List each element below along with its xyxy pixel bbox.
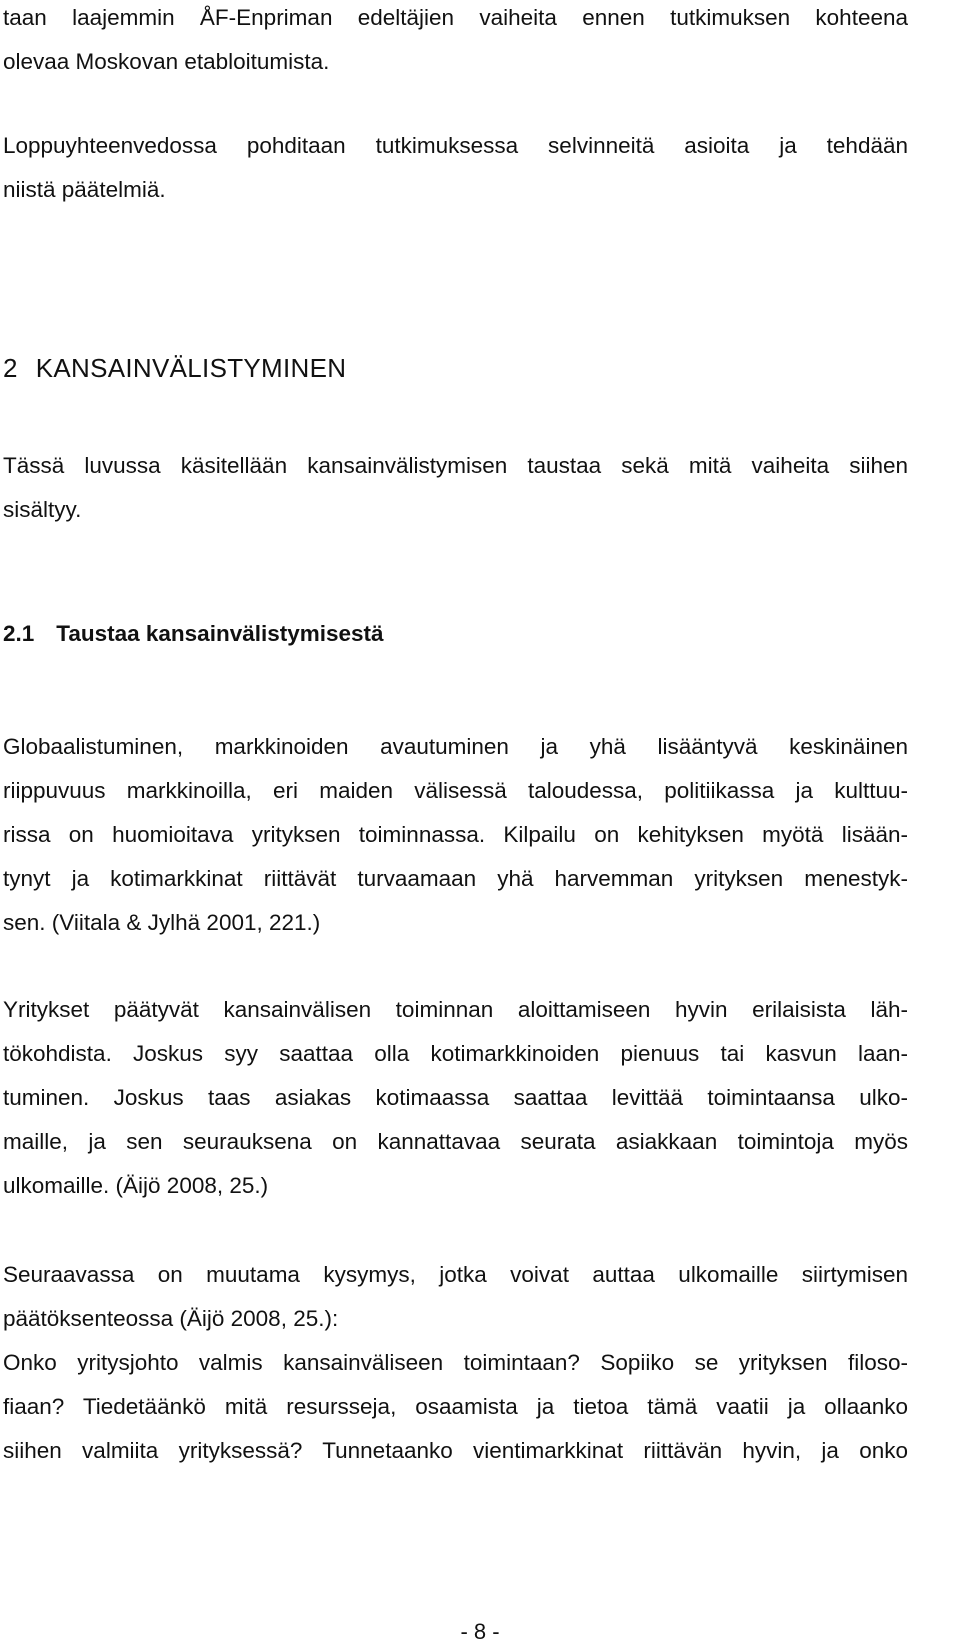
- text-line: Globaalistuminen, markkinoiden avautuminen ja yhä lisääntyvä keskinäinen: [3, 734, 908, 759]
- subsection-title: Taustaa kansainvälistymisestä: [56, 621, 384, 646]
- text-line: päätöksenteossa (Äijö 2008, 25.):: [3, 1306, 339, 1331]
- text-line: Yritykset päätyvät kansainvälisen toiminnan aloittamiseen hyvin erilaisista läh-: [3, 997, 908, 1022]
- intro-paragraph: [3, 0, 908, 84]
- text-line: tynyt ja kotimarkkinat riittävät turvaamaan yhä harvemman yrityksen menestyk-: [3, 866, 908, 891]
- subsection-number: 2.1: [3, 621, 35, 646]
- text-line: fiaan? Tiedetäänkö mitä resursseja, osaamista ja tietoa tämä vaatii ja ollaanko: [3, 1394, 908, 1419]
- paragraph-questions-intro: [3, 1253, 908, 1341]
- section-title: KANSAINVÄLISTYMINEN: [35, 353, 347, 383]
- page-number: - 8 -: [460, 1619, 500, 1644]
- paragraph-globalization: [3, 725, 908, 945]
- text-line: Onko yritysjohto valmis kansainväliseen toimintaan? Sopiiko se yrityksen filoso-: [3, 1350, 908, 1375]
- text-line: Loppuyhteenvedossa pohditaan tutkimuksessa selvinneitä asioita ja tehdään: [3, 133, 908, 158]
- paragraph-questions: [3, 1341, 908, 1473]
- text-line: olevaa Moskovan etabloitumista.: [3, 49, 330, 74]
- text-line: riippuvuus markkinoilla, eri maiden välisessä taloudessa, politiikassa ja kulttuu-: [3, 778, 908, 803]
- text-line: Tässä luvussa käsitellään kansainvälistymisen taustaa sekä mitä vaiheita siihen: [3, 453, 908, 478]
- text-line: sisältyy.: [3, 497, 82, 522]
- section-heading: [3, 346, 346, 390]
- text-line: taan laajemmin ÅF-Enpriman edeltäjien vaiheita ennen tutkimuksen kohteena: [3, 5, 908, 30]
- text-line: tuminen. Joskus taas asiakas kotimaassa saattaa levittää toimintaansa ulko-: [3, 1085, 908, 1110]
- section-intro-paragraph: [3, 444, 908, 532]
- text-line: maille, ja sen seurauksena on kannattavaa seurata asiakkaan toimintoja myös: [3, 1129, 908, 1154]
- text-line: Seuraavassa on muutama kysymys, jotka voivat auttaa ulkomaille siirtymisen: [3, 1262, 908, 1287]
- summary-paragraph: [3, 124, 908, 212]
- text-line: siihen valmiita yrityksessä? Tunnetaanko vientimarkkinat riittävän hyvin, ja onko: [3, 1438, 908, 1463]
- paragraph-starting-points: [3, 988, 908, 1208]
- text-line: tökohdista. Joskus syy saattaa olla kotimarkkinoiden pienuus tai kasvun laan-: [3, 1041, 908, 1066]
- subsection-heading: [3, 612, 384, 656]
- text-line: sen. (Viitala & Jylhä 2001, 221.): [3, 910, 321, 935]
- text-line: ulkomaille. (Äijö 2008, 25.): [3, 1173, 269, 1198]
- text-line: rissa on huomioitava yrityksen toiminnassa. Kilpailu on kehityksen myötä lisään-: [3, 822, 908, 847]
- text-line: niistä päätelmiä.: [3, 177, 166, 202]
- section-number: 2: [3, 353, 18, 383]
